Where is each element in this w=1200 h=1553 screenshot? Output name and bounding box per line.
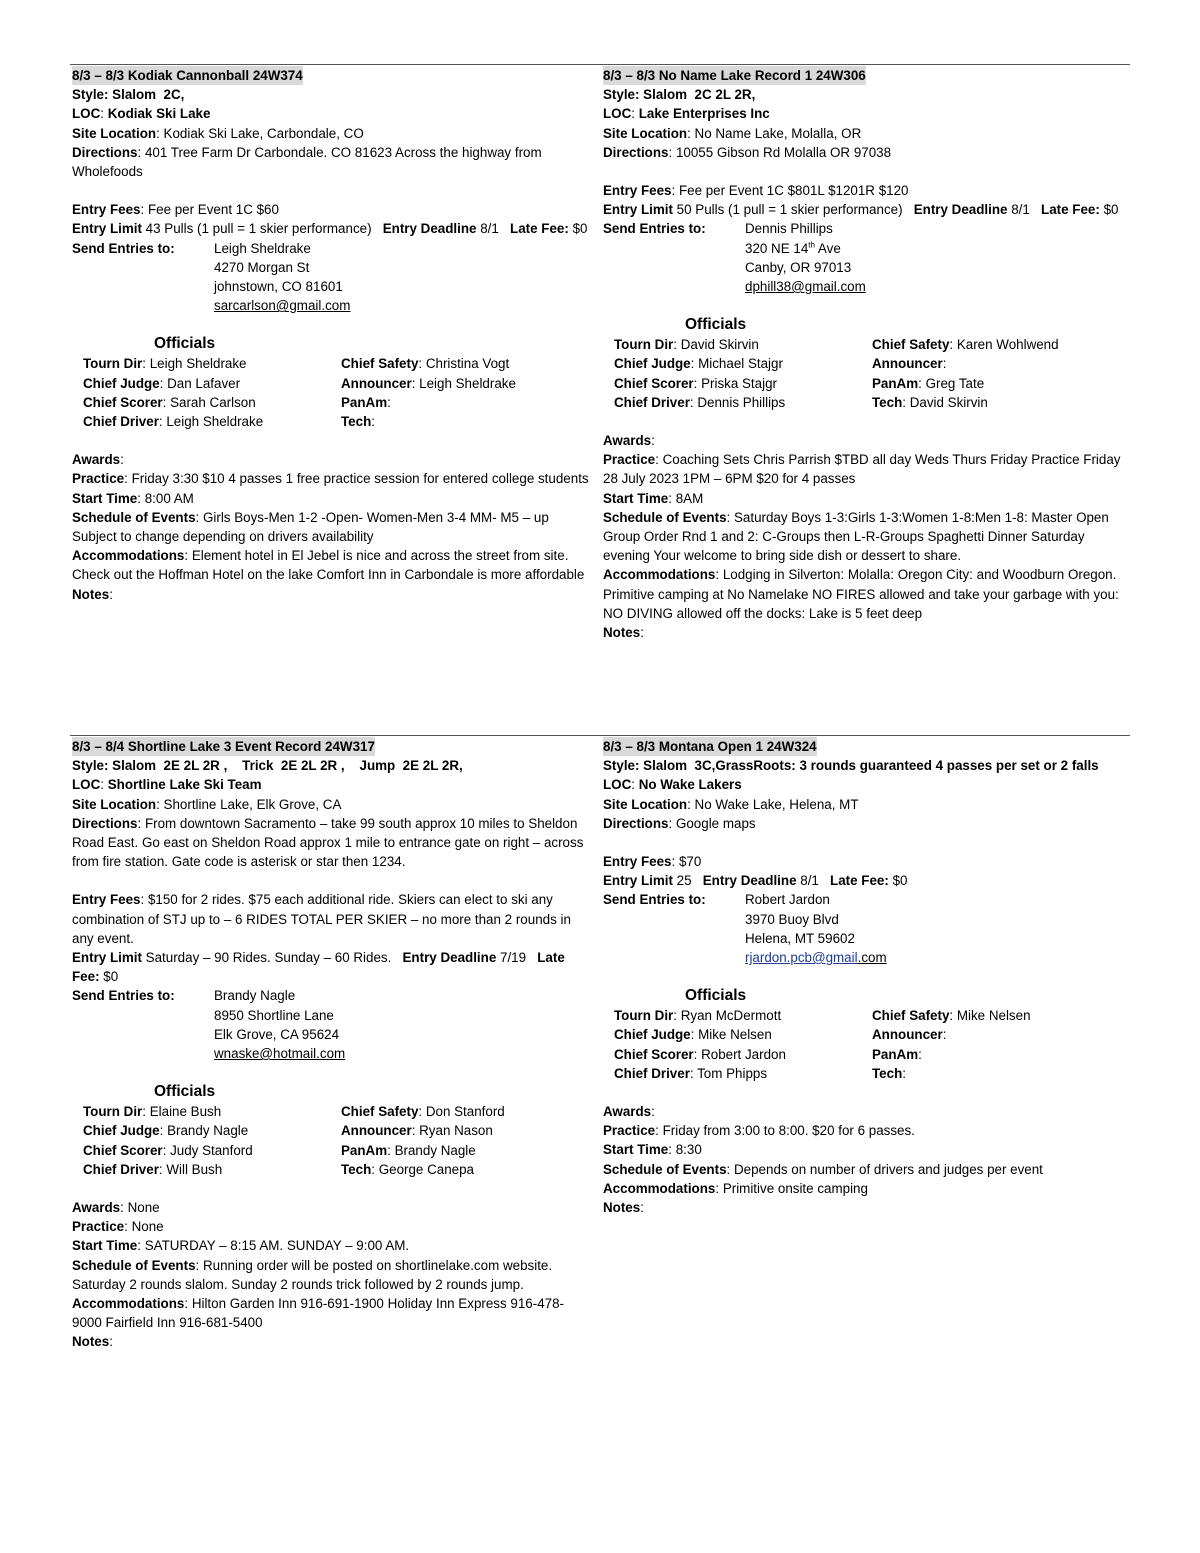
- officials-grid: [83, 1102, 592, 1179]
- entry-fees: $150 for 2 rides. $75 each additional ride. Skiers can elect to ski any combination of STJ up to – 6 RIDES TOTAL PER SKIER – no more than 2 rounds in any event.: [72, 892, 575, 946]
- site-location: No Name Lake, Molalla, OR: [694, 125, 862, 141]
- event-shortline-lake: 8/3 – 8/4 Shortline Lake 3 Event Record 24W317 Style: Slalom 2E 2L 2R , Trick 2E 2L 2R , Jump 2E 2L 2R, LOC: Shortline Lake Ski Team Site Location: Shortline Lake, Elk Grove, CA Directions: From downtown Sacramento – take 99 south approx 10 miles to Sheldon Road East. Go east on Sheldon Road approx 1 mile to entrance gate on right – across from fire station. Gate code is asterisk or star then 1234. Entry Fees: $150 for 2 rides. $75 each additional ride. Skiers can elect to ski any combination of STJ up to – 6 RIDES TOTAL PER SKIER – no more than 2 rounds in any event. Entry Limit Saturday – 90 Rides. Sunday – 60 Rides. Entry Deadline 7/19 Late Fee: $0 Send Entries to: Brandy Nagle 8950 Shortline Lane Elk Grove, CA 95624 wnaske@hotmail.com Officials Tourn Dir: Elaine Bush Chief Safety: Don Stanford Chief Judge: Brandy Nagle Announcer: Ryan Nason Chief Scorer: Judy Stanford PanAm: Brandy Nagle Chief Driver: Will Bush Tech: George Canepa Awards: None Practice: None Start Time: SATURDAY – 8:15 AM. SUNDAY – 9:00 AM. Schedule of Events: Running order will be posted on shortlinelake.com website. Saturday 2 rounds slalom. Sunday 2 rounds trick followed by 2 rounds jump. Accommodations: Hilton Garden Inn 916-691-1900 Holiday Inn Express 916-478-9000 Fairfield Inn 916-681-5400 Notes:: [72, 737, 592, 1352]
- official-entry: Tourn Dir: David Skirvin: [614, 337, 759, 353]
- official-entry: Tech:: [341, 414, 375, 430]
- send-name: Dennis Phillips: [745, 221, 833, 237]
- send-email-link[interactable]: wnaske@hotmail.com: [214, 1046, 346, 1062]
- official-entry: Chief Driver: Will Bush: [83, 1161, 223, 1177]
- send-entries: Send Entries to: Brandy Nagle 8950 Shortline Lane Elk Grove, CA 95624 wnaske@hotmail.com: [72, 988, 346, 1062]
- directions: 401 Tree Farm Dr Carbondale. CO 81623 Across the highway from Wholefoods: [72, 144, 546, 180]
- entry-limit-line: Entry Limit 50 Pulls (1 pull = 1 skier performance) Entry Deadline 8/1 Late Fee: $0: [603, 202, 1119, 218]
- officials-grid: [83, 354, 592, 431]
- official-entry: Chief Safety: Don Stanford: [341, 1104, 505, 1120]
- send-email-link[interactable]: rjardon.pcb@gmail.com: [745, 950, 887, 966]
- divider-top: [70, 64, 1130, 65]
- entry-fees: $70: [678, 854, 702, 870]
- official-entry: Chief Judge: Michael Stajgr: [614, 356, 783, 372]
- accommodations: Hilton Garden Inn 916-691-1900 Holiday Inn Express 916-478-9000 Fairfield Inn 916-681-5400: [72, 1296, 565, 1331]
- official-entry: Announcer:: [872, 356, 947, 372]
- schedule: Saturday Boys 1-3:Girls 1-3:Women 1-8:Men 1-8: Master Open Group Order Rnd 1 and 2: C-Groups then L-R-Groups Spaghetti Dinner Saturday evening Your welcome to bring side dish or dessert to share.: [603, 509, 1113, 564]
- site-location: Kodiak Ski Lake, Carbondale, CO: [163, 125, 364, 141]
- official-entry: Announcer:: [872, 1027, 947, 1043]
- officials-heading: Officials: [154, 335, 216, 353]
- official-entry: PanAm: Greg Tate: [872, 375, 985, 391]
- awards: None: [127, 1200, 160, 1216]
- event-style: Style: Slalom 2C,: [72, 87, 185, 103]
- official-entry: Tech: David Skirvin: [872, 394, 988, 410]
- site-location: Shortline Lake, Elk Grove, CA: [163, 796, 342, 812]
- schedule: Running order will be posted on shortlinelake.com website. Saturday 2 rounds slalom. Sunday 2 rounds trick followed by 2 rounds jump.: [72, 1257, 556, 1292]
- event-loc: Kodiak Ski Lake: [107, 106, 211, 122]
- send-street: 8950 Shortline Lane: [214, 1007, 334, 1023]
- event-loc: No Wake Lakers: [638, 777, 742, 793]
- send-street: 320 NE 14th Ave: [745, 240, 841, 256]
- event-style: Style: Slalom 3C,GrassRoots: 3 rounds guaranteed 4 passes per set or 2 falls: [603, 758, 1099, 774]
- official-entry: Chief Judge: Dan Lafaver: [83, 375, 241, 391]
- send-street: 4270 Morgan St: [214, 259, 310, 275]
- official-entry: Announcer: Ryan Nason: [341, 1123, 493, 1139]
- official-entry: Tech:: [872, 1065, 906, 1081]
- official-entry: Tourn Dir: Leigh Sheldrake: [83, 356, 247, 372]
- send-name: Leigh Sheldrake: [214, 240, 311, 256]
- practice: None: [131, 1219, 164, 1235]
- official-entry: Chief Judge: Mike Nelsen: [614, 1027, 772, 1043]
- event-loc: Shortline Lake Ski Team: [107, 777, 262, 793]
- entry-fees: Fee per Event 1C $60: [147, 202, 279, 218]
- directions: Google maps: [675, 815, 756, 831]
- start-time: SATURDAY – 8:15 AM. SUNDAY – 9:00 AM.: [144, 1238, 410, 1254]
- start-time: 8:00 AM: [144, 490, 194, 506]
- send-city: Elk Grove, CA 95624: [214, 1026, 340, 1042]
- practice: Friday 3:30 $10 4 passes 1 free practice session for entered college students: [131, 471, 589, 487]
- accommodations: Primitive onsite camping: [722, 1180, 868, 1196]
- accommodations: Lodging in Silverton: Molalla: Oregon City: and Woodburn Oregon. Primitive camping at No Namelake NO FIRES allowed and take your garbage with you: NO DIVING allowed off the docks: Lake is 5 feet deep: [603, 567, 1123, 621]
- official-entry: Chief Scorer: Priska Stajgr: [614, 375, 777, 391]
- directions: From downtown Sacramento – take 99 south approx 10 miles to Sheldon Road East. Go east on Sheldon Road approx 1 mile to entrance gate on right – across from fire station. Gate code is asterisk or star then 1234.: [72, 815, 588, 870]
- send-street: 3970 Buoy Blvd: [745, 911, 839, 927]
- send-city: johnstown, CO 81601: [214, 279, 343, 295]
- start-time: 8AM: [675, 490, 704, 506]
- practice: Coaching Sets Chris Parrish $TBD all day Weds Thurs Friday Practice Friday 28 July 2023 1PM – 6PM $20 for 4 passes: [603, 452, 1125, 487]
- event-style: Style: Slalom 2E 2L 2R , Trick 2E 2L 2R , Jump 2E 2L 2R,: [72, 758, 463, 774]
- send-name: Brandy Nagle: [214, 988, 296, 1004]
- official-entry: PanAm:: [341, 394, 391, 410]
- official-entry: Chief Judge: Brandy Nagle: [83, 1123, 249, 1139]
- entry-limit-line: Entry Limit Saturday – 90 Rides. Sunday – 60 Rides. Entry Deadline 7/19 Late Fee: $0: [72, 950, 569, 985]
- send-entries: Send Entries to: Leigh Sheldrake 4270 Morgan St johnstown, CO 81601 sarcarlson@gmail.com: [72, 240, 351, 314]
- official-entry: Tourn Dir: Elaine Bush: [83, 1104, 222, 1120]
- event-title: 8/3 – 8/3 No Name Lake Record 1 24W306: [603, 66, 866, 85]
- official-entry: Chief Scorer: Robert Jardon: [614, 1046, 786, 1062]
- official-entry: Chief Scorer: Sarah Carlson: [83, 394, 256, 410]
- official-entry: Chief Driver: Dennis Phillips: [614, 394, 786, 410]
- official-entry: Tech: George Canepa: [341, 1161, 475, 1177]
- divider-middle: [70, 735, 1130, 736]
- officials-grid: [614, 1006, 1123, 1083]
- send-email-link[interactable]: sarcarlson@gmail.com: [214, 298, 351, 314]
- event-kodiak-cannonball: 8/3 – 8/3 Kodiak Cannonball 24W374 Style: Slalom 2C, LOC: Kodiak Ski Lake Site Location: Kodiak Ski Lake, Carbondale, CO Directions: 401 Tree Farm Dr Carbondale. CO 81623 Across the highway from Wholefoods Entry Fees: Fee per Event 1C $60 Entry Limit 43 Pulls (1 pull = 1 skier performance) Entry Deadline 8/1 Late Fee: $0 Send Entries to: Leigh Sheldrake 4270 Morgan St johnstown, CO 81601 sarcarlson@gmail.com Officials Tourn Dir: Leigh Sheldrake Chief Safety: Christina Vogt Chief Judge: Dan Lafaver Announcer: Leigh Sheldrake Chief Scorer: Sarah Carlson PanAm: Chief Driver: Leigh Sheldrake Tech: Awards: Practice: Friday 3:30 $10 4 passes 1 free practice session for entered college students Start Time: 8:00 AM Schedule of Events: Girls Boys-Men 1-2 -Open- Women-Men 3-4 MM- M5 – up Subject to change depending on drivers availability Accommodations: Element hotel in El Jebel is nice and across the street from site. Check out the Hoffman Hotel on the lake Comfort Inn in Carbondale is more affordable Notes:: [72, 66, 592, 604]
- officials-heading: Officials: [685, 987, 747, 1005]
- officials-grid: [614, 335, 1123, 412]
- accommodations: Element hotel in El Jebel is nice and across the street from site. Check out the Hoffman Hotel on the lake Comfort Inn in Carbondale is more affordable: [72, 548, 585, 583]
- event-style: Style: Slalom 2C 2L 2R,: [603, 87, 756, 103]
- entry-limit-line: Entry Limit 25 Entry Deadline 8/1 Late Fee: $0: [603, 873, 908, 889]
- official-entry: Chief Safety: Karen Wohlwend: [872, 337, 1059, 353]
- official-entry: Chief Driver: Leigh Sheldrake: [83, 414, 264, 430]
- event-title: 8/3 – 8/3 Kodiak Cannonball 24W374: [72, 66, 303, 85]
- official-entry: Tourn Dir: Ryan McDermott: [614, 1008, 782, 1024]
- event-no-name-lake: 8/3 – 8/3 No Name Lake Record 1 24W306 Style: Slalom 2C 2L 2R, LOC: Lake Enterprises Inc Site Location: No Name Lake, Molalla, OR Directions: 10055 Gibson Rd Molalla OR 97038 Entry Fees: Fee per Event 1C $801L $1201R $120 Entry Limit 50 Pulls (1 pull = 1 skier performance) Entry Deadline 8/1 Late Fee: $0 Send Entries to: Dennis Phillips 320 NE 14th Ave Canby, OR 97013 dphill38@gmail.com Officials Tourn Dir: David Skirvin Chief Safety: Karen Wohlwend Chief Judge: Michael Stajgr Announcer: Chief Scorer: Priska Stajgr PanAm: Greg Tate Chief Driver: Dennis Phillips Tech: David Skirvin Awards: Practice: Coaching Sets Chris Parrish $TBD all day Weds Thurs Friday Practice Friday 28 July 2023 1PM – 6PM $20 for 4 passes Start Time: 8AM Schedule of Events: Saturday Boys 1-3:Girls 1-3:Women 1-8:Men 1-8: Master Open Group Order Rnd 1 and 2: C-Groups then L-R-Groups Spaghetti Dinner Saturday evening Your welcome to bring side dish or dessert to share. Accommodations: Lodging in Silverton: Molalla: Oregon City: and Woodburn Oregon. Primitive camping at No Namelake NO FIRES allowed and take your garbage with you: NO DIVING allowed off the docks: Lake is 5 feet deep Notes:: [603, 66, 1123, 642]
- start-time: 8:30: [675, 1142, 702, 1158]
- entry-limit-line: Entry Limit 43 Pulls (1 pull = 1 skier performance) Entry Deadline 8/1 Late Fee: $0: [72, 221, 588, 237]
- official-entry: Chief Safety: Christina Vogt: [341, 356, 510, 372]
- send-email-link[interactable]: dphill38@gmail.com: [745, 279, 866, 295]
- officials-heading: Officials: [154, 1083, 216, 1101]
- official-entry: Chief Driver: Tom Phipps: [614, 1065, 768, 1081]
- send-city: Helena, MT 59602: [745, 930, 855, 946]
- schedule: Girls Boys-Men 1-2 -Open- Women-Men 3-4 MM- M5 – up Subject to change depending on drivers availability: [72, 509, 553, 545]
- official-entry: PanAm: Brandy Nagle: [341, 1142, 476, 1158]
- event-title: 8/3 – 8/4 Shortline Lake 3 Event Record 24W317: [72, 737, 375, 756]
- event-title: 8/3 – 8/3 Montana Open 1 24W324: [603, 737, 817, 756]
- practice: Friday from 3:00 to 8:00. $20 for 6 passes.: [662, 1123, 915, 1139]
- send-entries: Send Entries to: Robert Jardon 3970 Buoy Blvd Helena, MT 59602 rjardon.pcb@gmail.com: [603, 890, 1123, 967]
- schedule: Depends on number of drivers and judges per event: [733, 1161, 1043, 1177]
- event-loc: Lake Enterprises Inc: [638, 106, 770, 122]
- entry-fees: Fee per Event 1C $801L $1201R $120: [678, 183, 909, 199]
- send-city: Canby, OR 97013: [745, 259, 852, 275]
- directions: 10055 Gibson Rd Molalla OR 97038: [675, 144, 892, 160]
- official-entry: Announcer: Leigh Sheldrake: [341, 375, 516, 391]
- event-montana-open: 8/3 – 8/3 Montana Open 1 24W324 Style: Slalom 3C,GrassRoots: 3 rounds guaranteed 4 passes per set or 2 falls LOC: No Wake Lakers Site Location: No Wake Lake, Helena, MT Directions: Google maps Entry Fees: $70 Entry Limit 25 Entry Deadline 8/1 Late Fee: $0 Send Entries to: Robert Jardon 3970 Buoy Blvd Helena, MT 59602 rjardon.pcb@gmail.com Officials Tourn Dir: Ryan McDermott Chief Safety: Mike Nelsen Chief Judge: Mike Nelsen Announcer: Chief Scorer: Robert Jardon PanAm: Chief Driver: Tom Phipps Tech: Awards: Practice: Friday from 3:00 to 8:00. $20 for 6 passes. Start Time: 8:30 Schedule of Events: Depends on number of drivers and judges per event Accommodations: Primitive onsite camping Notes:: [603, 737, 1123, 1217]
- send-name: Robert Jardon: [745, 892, 830, 908]
- officials-heading: Officials: [685, 316, 747, 334]
- official-entry: Chief Safety: Mike Nelsen: [872, 1008, 1031, 1024]
- official-entry: PanAm:: [872, 1046, 922, 1062]
- send-entries: Send Entries to: Dennis Phillips 320 NE 14th Ave Canby, OR 97013 dphill38@gmail.com: [603, 221, 866, 295]
- official-entry: Chief Scorer: Judy Stanford: [83, 1142, 253, 1158]
- site-location: No Wake Lake, Helena, MT: [694, 796, 859, 812]
